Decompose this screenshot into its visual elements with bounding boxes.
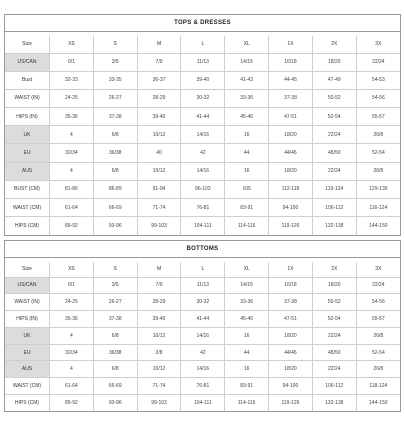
table-cell: 22/24 (312, 327, 356, 344)
table-row (5, 71, 400, 89)
table-cell: 4 (50, 327, 94, 344)
table-cell: 22/24 (356, 53, 400, 71)
table-cell: 52-54 (356, 344, 400, 361)
table-cell: 10/12 (137, 361, 181, 378)
size-header-cell: XL (225, 36, 269, 53)
table-cell: 26-27 (93, 89, 137, 107)
table-cell: 144-150 (356, 395, 400, 412)
table-row (5, 53, 400, 71)
table-cell: 93-96 (93, 217, 137, 235)
table-cell: 7/9 (137, 53, 181, 71)
row-label: EU (5, 344, 50, 361)
table-row (5, 378, 400, 395)
chart-title: TOPS & DRESSES (5, 15, 400, 32)
chart-title: BOTTOMS (5, 241, 400, 258)
table-cell: 45-46 (225, 311, 269, 328)
row-label: WAIST (IN) (5, 89, 50, 107)
table-cell: 118-124 (356, 378, 400, 395)
table-cell: 144-150 (356, 217, 400, 235)
table-cell: 33-36 (225, 89, 269, 107)
table-cell: 26/8 (356, 126, 400, 144)
size-header-cell: 1X (269, 36, 313, 53)
table-cell: 32/34 (50, 144, 94, 162)
table-cell: 26/8 (356, 327, 400, 344)
table-cell: 47-49 (312, 71, 356, 89)
table-cell: 94-100 (269, 378, 313, 395)
table-cell: 33-36 (225, 294, 269, 311)
size-header-cell: S (93, 36, 137, 53)
table-cell: 22/24 (312, 361, 356, 378)
table-row (5, 361, 400, 378)
table-cell: 71-74 (137, 378, 181, 395)
size-header-cell: S (93, 262, 137, 277)
table-cell: 61-64 (50, 199, 94, 217)
table-cell: 18/20 (269, 327, 313, 344)
row-label: UK (5, 327, 50, 344)
row-label: BUST (CM) (5, 180, 50, 198)
table-cell: 18/20 (312, 277, 356, 294)
table-cell: 11/13 (181, 277, 225, 294)
table-cell: 96-102 (181, 180, 225, 198)
table-cell: 44/46 (269, 144, 313, 162)
table-cell: 30-32 (181, 89, 225, 107)
table-cell: 54-56 (356, 89, 400, 107)
table-row (5, 344, 400, 361)
table-cell: 24-25 (50, 89, 94, 107)
table-cell: 132-138 (312, 395, 356, 412)
table-cell: 47-51 (269, 108, 313, 126)
table-cell: 35-36 (50, 108, 94, 126)
table-cell: 37-38 (93, 311, 137, 328)
table-cell: 14/15 (225, 53, 269, 71)
size-column-header: Size (5, 36, 50, 53)
table-cell: 2/8 (137, 344, 181, 361)
table-cell: 86-89 (93, 180, 137, 198)
table-cell: 39-40 (137, 108, 181, 126)
table-row (5, 126, 400, 144)
table-cell: 54-53 (356, 71, 400, 89)
table-cell: 94-100 (269, 199, 313, 217)
table-cell: 18/20 (312, 53, 356, 71)
table-cell: 119-124 (312, 180, 356, 198)
table-cell: 16 (225, 162, 269, 180)
row-label: US/CAN (5, 53, 50, 71)
row-label: HIPS (IN) (5, 311, 50, 328)
table-cell: 24-25 (50, 294, 94, 311)
size-header-cell: XS (50, 36, 94, 53)
table-cell: 37-38 (269, 294, 313, 311)
chart-body (5, 32, 400, 235)
table-row (5, 180, 400, 198)
table-cell: 106-112 (312, 199, 356, 217)
table-cell: 41-44 (181, 108, 225, 126)
table-cell: 6/8 (93, 126, 137, 144)
table-cell: 52-54 (312, 108, 356, 126)
row-label: EU (5, 144, 50, 162)
table-cell: 40 (137, 144, 181, 162)
table-cell: 39-40 (181, 71, 225, 89)
table-cell: 30-32 (181, 294, 225, 311)
table-cell: 0/1 (50, 53, 94, 71)
header-row (5, 36, 400, 53)
table-cell: 89-92 (50, 217, 94, 235)
table-row (5, 395, 400, 412)
table-cell: 132-138 (312, 217, 356, 235)
table-cell: 54-56 (356, 294, 400, 311)
table-cell: 119-126 (269, 395, 313, 412)
table-cell: 89-92 (50, 395, 94, 412)
table-cell: 36/38 (93, 344, 137, 361)
table-cell: 39-40 (137, 311, 181, 328)
table-row (5, 311, 400, 328)
table-cell: 42 (181, 344, 225, 361)
row-label: AUS (5, 162, 50, 180)
table-cell: 106-112 (312, 378, 356, 395)
row-label: HIPS (CM) (5, 395, 50, 412)
table-cell: 16 (225, 361, 269, 378)
table-cell: 32/34 (50, 344, 94, 361)
table-cell: 48/50 (312, 344, 356, 361)
table-cell: 112-118 (269, 180, 313, 198)
table-cell: 71-74 (137, 199, 181, 217)
table-row (5, 294, 400, 311)
table-cell: 42 (181, 144, 225, 162)
table-cell: 37-38 (269, 89, 313, 107)
table-cell: 26/8 (356, 162, 400, 180)
table-cell: 14/16 (181, 327, 225, 344)
header-row (5, 262, 400, 277)
size-header-cell: 2X (312, 36, 356, 53)
size-header-cell: 3X (356, 36, 400, 53)
table-cell: 18/20 (269, 126, 313, 144)
table-cell: 116-124 (356, 199, 400, 217)
table-row (5, 108, 400, 126)
table-row (5, 162, 400, 180)
row-label: AUS (5, 361, 50, 378)
row-label: HIPS (IN) (5, 108, 50, 126)
table-cell: 104-111 (181, 395, 225, 412)
size-header-cell: 2X (312, 262, 356, 277)
table-cell: 52-54 (312, 311, 356, 328)
size-table (5, 36, 400, 235)
table-cell: 61-64 (50, 378, 94, 395)
table-cell: 6/8 (93, 361, 137, 378)
table-cell: 76-81 (181, 378, 225, 395)
table-cell: 99-103 (137, 217, 181, 235)
table-cell: 105 (225, 180, 269, 198)
chart-body (5, 258, 400, 411)
table-cell: 66-69 (93, 199, 137, 217)
table-cell: 50-52 (312, 294, 356, 311)
table-cell: 119-126 (269, 217, 313, 235)
table-cell: 104-111 (181, 217, 225, 235)
table-cell: 50-52 (312, 89, 356, 107)
row-label: US/CAN (5, 277, 50, 294)
row-label: HIPS (CM) (5, 217, 50, 235)
table-cell: 18/20 (269, 361, 313, 378)
table-cell: 52-54 (356, 144, 400, 162)
size-header-cell: M (137, 262, 181, 277)
table-cell: 45-46 (225, 108, 269, 126)
size-table (5, 262, 400, 411)
table-cell: 41-43 (225, 71, 269, 89)
table-cell: 48/50 (312, 144, 356, 162)
table-cell: 83-91 (225, 378, 269, 395)
table-cell: 66-69 (93, 378, 137, 395)
table-cell: 10/12 (137, 162, 181, 180)
table-cell: 36/38 (93, 144, 137, 162)
table-cell: 16/18 (269, 53, 313, 71)
table-cell: 6/8 (93, 327, 137, 344)
table-cell: 14/15 (225, 277, 269, 294)
table-cell: 36-37 (137, 71, 181, 89)
table-cell: 4 (50, 162, 94, 180)
table-cell: 0/1 (50, 277, 94, 294)
table-cell: 10/12 (137, 126, 181, 144)
table-cell: 35-36 (50, 311, 94, 328)
table-row (5, 217, 400, 235)
table-cell: 28-29 (137, 294, 181, 311)
table-cell: 37-38 (93, 108, 137, 126)
row-label: WAIST (CM) (5, 199, 50, 217)
size-header-cell: L (181, 36, 225, 53)
table-cell: 99-103 (137, 395, 181, 412)
table-row (5, 144, 400, 162)
table-cell: 22/24 (312, 162, 356, 180)
tops-dresses-size-chart (4, 14, 401, 236)
table-cell: 16 (225, 327, 269, 344)
table-cell: 4 (50, 126, 94, 144)
table-cell: 3/5 (93, 53, 137, 71)
table-cell: 32-33 (50, 71, 94, 89)
table-cell: 16 (225, 126, 269, 144)
table-cell: 76-81 (181, 199, 225, 217)
table-cell: 6/8 (93, 162, 137, 180)
table-row (5, 277, 400, 294)
table-cell: 114-116 (225, 217, 269, 235)
size-header-cell: 1X (269, 262, 313, 277)
table-cell: 41-44 (181, 311, 225, 328)
table-row (5, 327, 400, 344)
table-cell: 14/16 (181, 361, 225, 378)
table-row (5, 199, 400, 217)
table-cell: 10/12 (137, 327, 181, 344)
table-cell: 14/16 (181, 162, 225, 180)
table-cell: 91-94 (137, 180, 181, 198)
row-label: Bust (5, 71, 50, 89)
size-header-cell: 3X (356, 262, 400, 277)
table-cell: 26-27 (93, 294, 137, 311)
row-label: WAIST (IN) (5, 294, 50, 311)
table-cell: 44-45 (269, 71, 313, 89)
table-cell: 44/46 (269, 344, 313, 361)
table-cell: 11/13 (181, 53, 225, 71)
table-cell: 22/24 (312, 126, 356, 144)
table-cell: 18/20 (269, 162, 313, 180)
table-cell: 28-29 (137, 89, 181, 107)
row-label: UK (5, 126, 50, 144)
table-cell: 14/16 (181, 126, 225, 144)
bottoms-size-chart (4, 240, 401, 412)
size-column-header: Size (5, 262, 50, 277)
table-row (5, 89, 400, 107)
table-cell: 4 (50, 361, 94, 378)
table-cell: 3/5 (93, 277, 137, 294)
table-cell: 114-116 (225, 395, 269, 412)
size-header-cell: M (137, 36, 181, 53)
table-cell: 47-51 (269, 311, 313, 328)
table-cell: 7/9 (137, 277, 181, 294)
table-cell: 55-57 (356, 108, 400, 126)
size-header-cell: XS (50, 262, 94, 277)
table-cell: 16/18 (269, 277, 313, 294)
table-cell: 93-96 (93, 395, 137, 412)
size-header-cell: XL (225, 262, 269, 277)
table-cell: 33-35 (93, 71, 137, 89)
table-cell: 129-135 (356, 180, 400, 198)
size-header-cell: L (181, 262, 225, 277)
row-label: WAIST (CM) (5, 378, 50, 395)
table-cell: 44 (225, 344, 269, 361)
table-cell: 55-57 (356, 311, 400, 328)
table-cell: 81-86 (50, 180, 94, 198)
table-cell: 83-91 (225, 199, 269, 217)
table-cell: 26/8 (356, 361, 400, 378)
table-cell: 44 (225, 144, 269, 162)
table-cell: 22/24 (356, 277, 400, 294)
